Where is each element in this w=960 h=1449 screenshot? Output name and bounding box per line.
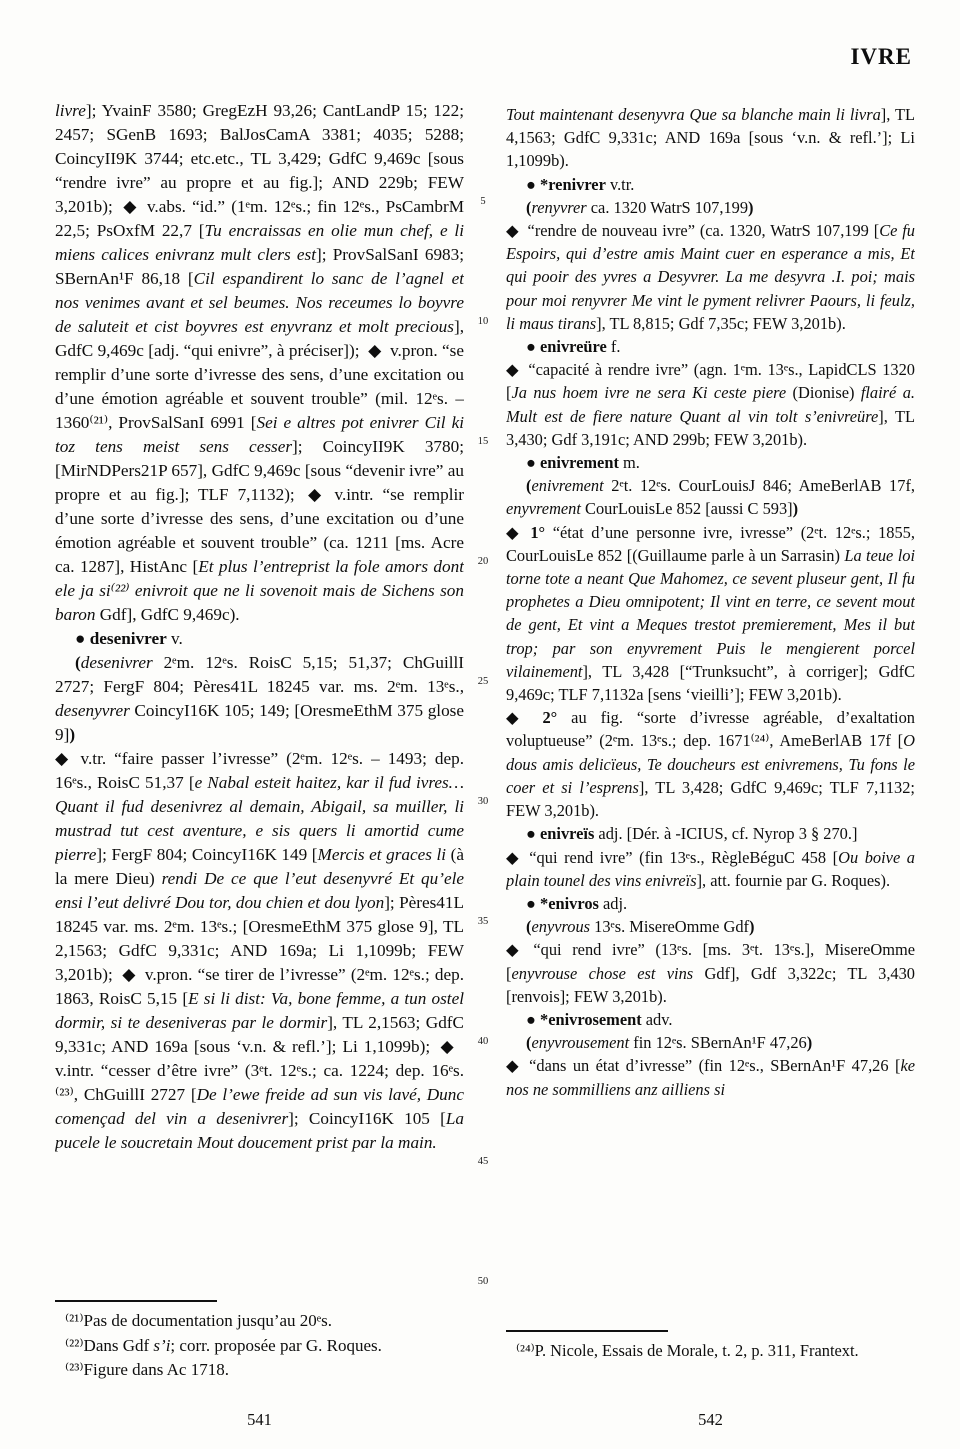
text-segment: La pucele le soucretain Mout doucement prist par la main. [55, 1109, 464, 1152]
line-number: 50 [477, 1276, 489, 1287]
line-number: 40 [477, 1036, 489, 1047]
footnote-rule [55, 1300, 217, 1302]
text-segment: Gdf], GdfC 9,469c). [99, 605, 240, 624]
sense-paragraph [506, 521, 915, 707]
text-segment: *renivrer [540, 174, 606, 194]
text-segment: rendi De ce que l’eut desenyvré Et qu’ele ensi l’eut delivré Dou tor, dou chien et dou lyon [55, 869, 464, 912]
sense-paragraph [506, 219, 915, 335]
text-segment: ● [526, 337, 540, 357]
text-segment: renyvrer [531, 197, 587, 217]
text-segment: ◆ “capacité à rendre ivre” (agn. 1ᵉm. 13ᵉs., LapidCLS 1320 [ [506, 360, 915, 403]
text-segment: Sei e altres pot enivrer Cil ki toz tens meist sens cesser [55, 413, 464, 456]
sense-paragraph [55, 747, 464, 1155]
text-segment: ]; FergF 804; CoincyI16K 149 [ [96, 845, 318, 864]
text-segment: adj. [598, 893, 628, 913]
text-segment: ( [526, 1033, 532, 1053]
footnotes-left [55, 1300, 464, 1383]
text-segment: ● [526, 893, 540, 913]
text-segment: ⁽²³⁾Figure dans Ac 1718. [65, 1360, 229, 1379]
text-segment: desenivrer [80, 653, 153, 672]
text-segment: ( [526, 197, 532, 217]
footnote [55, 1358, 464, 1383]
sense-paragraph [506, 1054, 915, 1100]
text-segment: 2ᵉm. 12ᵉs. RoisC 5,15; 51,37; ChGuillI 2727; FergF 804; Pères41L 18245 var. ms. 2ᵉm. 13ᵉs., [55, 653, 464, 696]
text-segment: ● [526, 174, 540, 194]
text-segment: ) [749, 917, 755, 937]
text-segment: Ou boive a plain tounel des vins enivreïs [506, 847, 915, 890]
text-segment: ) [69, 725, 76, 744]
line-number: 30 [477, 796, 489, 807]
entry-headword [506, 335, 915, 358]
footnote [55, 1309, 464, 1334]
footnote [506, 1339, 915, 1362]
text-segment: enyvrement [506, 499, 581, 519]
text-segment: f. [606, 337, 621, 357]
entry-headword [506, 1008, 915, 1031]
text-segment: CourLouisLe 852 [aussi C 593] [580, 499, 793, 519]
text-segment: ⁽²²⁾Dans Gdf [65, 1335, 154, 1355]
text-segment: “état d’une personne ivre, ivresse” (2ᵉt. 12ᵉs.; 1855, CourLouisLe 852 [(Guillaume parle à un Sarrasin) [506, 522, 915, 565]
text-segment: ( [526, 917, 532, 937]
text-segment: CoincyI16K 105; 149; [OresmeEthM 375 glose 9] [55, 701, 464, 744]
entry-headword [506, 892, 915, 915]
text-segment: Gdf], Gdf 3,322c; TL 3,430 [renvois]; FEW 3,201b). [506, 963, 915, 1006]
text-segment: ke nos ne sommilliens anz ailliens si [506, 1056, 915, 1099]
page-number-left: 541 [247, 1410, 272, 1429]
text-segment: enyvrousement [531, 1033, 630, 1053]
running-head: IVRE [850, 44, 912, 69]
text-segment: v.tr. [605, 174, 635, 194]
footnote-rule [506, 1330, 668, 1332]
line-number: 20 [477, 556, 489, 567]
text-segment: livre [55, 101, 86, 120]
text-segment: ) [806, 1033, 813, 1053]
variant-forms [506, 1031, 915, 1054]
text-segment: desenyvrer [55, 701, 130, 720]
line-number: 5 [480, 196, 486, 207]
text-segment: ( [526, 476, 532, 496]
line-number: 10 [477, 316, 489, 327]
entry-headword [506, 451, 915, 474]
text-segment: ◆ “qui rend ivre” (13ᵉs. [ms. 3ᵉt. 13ᵉs.], MisereOmme [ [506, 940, 915, 983]
entry-headword [506, 173, 915, 196]
continuation-paragraph [55, 99, 464, 627]
text-segment: ], TL 3,428 [“Trunksucht”, à corriger]; GdfC 9,469c; TLF 7,1132a [sens ‘vieilli’]; FEW 3,201b). [506, 661, 915, 705]
text-segment: ca. 1320 WatrS 107,199 [586, 197, 749, 217]
text-segment: ● [526, 453, 540, 473]
text-segment: ], att. fournie par G. Roques). [696, 870, 891, 890]
text-segment: De l’ewe freide ad sun vis lavé, Dunc començad del vin a desenivrer [55, 1085, 464, 1128]
variant-forms [55, 651, 464, 747]
text-segment: *enivros [540, 893, 599, 913]
text-segment: s’i [153, 1335, 171, 1355]
text-segment: (à la mere Dieu) [55, 845, 464, 888]
continuation-paragraph [506, 103, 915, 173]
footnotes-right [506, 1330, 915, 1362]
line-number: 15 [477, 436, 489, 447]
text-segment: ], TL 4,1563; GdfC 9,331c; AND 169a [sous ‘v.n. & refl.’]; Li 1,1099b). [506, 105, 915, 171]
text-segment: flairé a. Mult est de fiere nature Quant al vin tolt s’enivreüre [506, 383, 915, 426]
text-segment: ; corr. proposée par G. Roques. [170, 1335, 382, 1355]
text-segment: au fig. “sorte d’ivresse agréable, d’exaltation voluptueuse” (2ᵉm. 13ᵉs.; dep. 1671⁽²⁴⁾, AmeBerlAB 17f [ [506, 708, 915, 751]
text-segment: enyvrouse chose est vins [511, 963, 694, 983]
line-number: 25 [477, 676, 489, 687]
text-segment: Mercis et graces li [317, 845, 451, 864]
text-segment: ]; ProvSalSanI 6983; SBernAn¹F 86,18 [ [55, 245, 464, 288]
text-segment: ]; CoincyII9K 3780; [MirNDPers21P 657], GdfC 9,469c [sous “devenir ivre” au propre et au fig.]; TLF 7,1132); ◆ v.intr. “se remplir d’une sorte d’ivresse des sens, d’une excitation ou d’une émotion agréable et souvent trouble” (ca. 1211 [ms. Acre ca. 1287], HistAnc [ [55, 437, 464, 576]
sense-paragraph [506, 938, 915, 1008]
entry-headword [55, 627, 464, 651]
text-segment: ◆ “dans un état d’ivresse” (fin 12ᵉs., SBernAn¹F 47,26 [ [506, 1056, 901, 1076]
text-segment: (Dionise) [792, 383, 855, 403]
sense-paragraph [506, 358, 915, 451]
variant-forms [506, 915, 915, 938]
text-segment: ], TL 3,430; Gdf 3,191c; AND 299b; FEW 3,201b). [506, 406, 915, 449]
page-number-right: 542 [698, 1410, 723, 1429]
text-segment: v. [166, 629, 183, 648]
text-segment: ◆ v.tr. “faire passer l’ivresse” (2ᵉm. 12ᵉs. – 1493; dep. 16ᵉs., RoisC 51,37 [ [55, 749, 464, 792]
text-segment: ]; Pères41L 18245 var. ms. 2ᵉm. 13ᵉs.; [OresmeEthM 375 glose 9], TL 2,1563; GdfC 9,331c; AND 169a; Li 1,1099b; FEW 3,201b); ◆ v.pron. “se tirer de l’ivresse” (2ᵉm. 12ᵉs.; dep. 1863, RoisC 5,15 [ [55, 893, 464, 1008]
text-segment: enivreüre [540, 337, 607, 357]
variant-forms [506, 474, 915, 520]
text-segment: m. [618, 453, 640, 473]
text-segment: ]; YvainF 3580; GregEzH 93,26; CantLandP 15; 122; 2457; SGenB 1693; BalJosCamA 3381; 4035; 5288; CoincyII9K 3744; etc.etc., TL 3,429; GdfC 9,469c [sous “rendre ivre” au propre et au fig.]; AND 229b; FEW 3,201b); ◆ v.abs. “id.” (1ᵉm. 12ᵉs.; fin 12ᵉs., PsCambrM 22,5; PsOxfM 22,7 [ [55, 101, 464, 240]
text-segment: Cil espandirent lo sanc de l’agnel et nos venimes avant et sel beumes. Nos receumes lo boyvre de saluteit et cist boyvres est enyvranz et molt precious [55, 269, 464, 336]
text-segment: 1° [530, 522, 546, 542]
text-segment: *enivrosement [540, 1009, 642, 1029]
entry-headword [506, 822, 915, 845]
text-segment: fin 12ᵉs. SBernAn¹F 47,26 [629, 1033, 807, 1053]
text-segment: adj. [Dér. à -ICIUS, cf. Nyrop 3 § 270.] [594, 824, 858, 844]
text-segment: ], TL 3,428; GdfC 9,469c; TLF 7,1132; FEW 3,201b). [506, 777, 915, 821]
variant-forms [506, 196, 915, 219]
text-segment: ], TL 2,1563; GdfC 9,331c; AND 169a [sous ‘v.n. & refl.’]; Li 1,1099b); ◆ v.intr. “cesser d’être ivre” (3ᵉt. 12ᵉs.; ca. 1224; dep. 16ᵉs.⁽²³⁾, ChGuillI 2727 [ [55, 1013, 464, 1104]
text-segment: ]; CoincyI16K 105 [ [288, 1109, 446, 1128]
text-segment: Et plus l’entreprist la fole amors dont ele ja si⁽²²⁾ enivroit que ne li sovenoit mais de Sichens son baron [55, 557, 464, 624]
text-segment: ● [75, 629, 90, 648]
text-segment: O dous amis delicïeus, Te doucheurs est enivremens, Tu fons le coer et si l’esprens [506, 731, 915, 797]
text-segment: ◆ “qui rend ivre” (fin 13ᵉs., RègleBéguC 458 [ [506, 847, 839, 867]
text-segment: 13ᵉs. MisereOmme Gdf [590, 917, 750, 937]
text-segment: enyvrous [531, 917, 591, 937]
text-segment: Ce fu Espoirs, qui d’estre amis Maint cuer en esperance a mis, Et qui pooir des yvres a Desyvrer. La me desyvra .I. poi; mais pour moi renyvrer Me vint le pyment relivrer Paours, li feulz, li maus tirans [506, 221, 915, 333]
line-number-gutter [464, 0, 502, 1449]
column-right [506, 103, 915, 1335]
text-segment: 2ᵉt. 12ᵉs. CourLouisJ 846; AmeBerlAB 17f, [603, 476, 915, 496]
text-segment: enivrement [540, 453, 619, 473]
text-segment: E si li dist: Va, bone femme, a tun ostel dormir, si te deseniveras par le dormir [55, 989, 464, 1032]
text-segment: enivrement [531, 476, 604, 496]
text-segment: La teue loi torne tote a neant Que Mahomez, ce sevent pluseur gent, Il fu prophetes a Dieu omnipotent; Il vint en terre, ce sevent mout de gent, Et vint a Meques trestot premierement, Mes il but trop; par son enyvrement Puis le mengierent porcel vilainement [506, 545, 915, 681]
text-segment: ) [748, 197, 754, 217]
text-segment: ) [792, 499, 799, 519]
text-segment: ◆ [506, 708, 543, 728]
footnote [55, 1334, 464, 1359]
text-segment: ( [75, 653, 81, 672]
text-segment: desenivrer [89, 629, 167, 648]
text-segment: ● [526, 1009, 540, 1029]
text-segment: ], GdfC 9,469c [adj. “qui enivre”, à préciser]); ◆ v.pron. “se remplir d’une sorte d’ivresse des sens, d’une excitation ou d’une émotion agréable et souvent trouble” (mil. 12ᵉs. – 1360⁽²¹⁾, ProvSalSanI 6991 [ [55, 317, 464, 432]
text-segment: ⁽²⁴⁾P. Nicole, Essais de Morale, t. 2, p. 311, Frantext. [516, 1341, 859, 1360]
text-segment: e Nabal esteit haitez, kar il fud ivres… Quant il fud desenivrez al demain, Abigail, sa muiller, li mustrad tut cest aventure, e sis quers li amortid cume pierre [55, 773, 464, 864]
text-segment: Tout maintenant desenyvra Que sa blanche main li livra [506, 105, 881, 124]
sense-paragraph [506, 846, 915, 892]
text-segment: Ja nus hoem ivre ne sera Ki ceste piere [511, 383, 793, 403]
text-segment: ◆ “rendre de nouveau ivre” (ca. 1320, WatrS 107,199 [ [506, 221, 880, 241]
line-number: 45 [477, 1156, 489, 1167]
text-segment: Tu encraissas en olie mun chef, e li miens calices enivranz mult clers est [55, 221, 464, 264]
column-left [55, 99, 464, 1305]
text-segment: ◆ [506, 522, 531, 542]
text-segment: ⁽²¹⁾Pas de documentation jusqu’au 20ᵉs. [65, 1311, 333, 1330]
text-segment: ], TL 8,815; Gdf 7,35c; FEW 3,201b). [596, 313, 846, 333]
line-number: 35 [477, 916, 489, 927]
text-segment: enivreïs [540, 824, 595, 844]
text-segment: ● [526, 824, 540, 844]
sense-paragraph [506, 706, 915, 822]
text-segment: adv. [641, 1009, 673, 1029]
text-segment: 2° [542, 708, 558, 728]
